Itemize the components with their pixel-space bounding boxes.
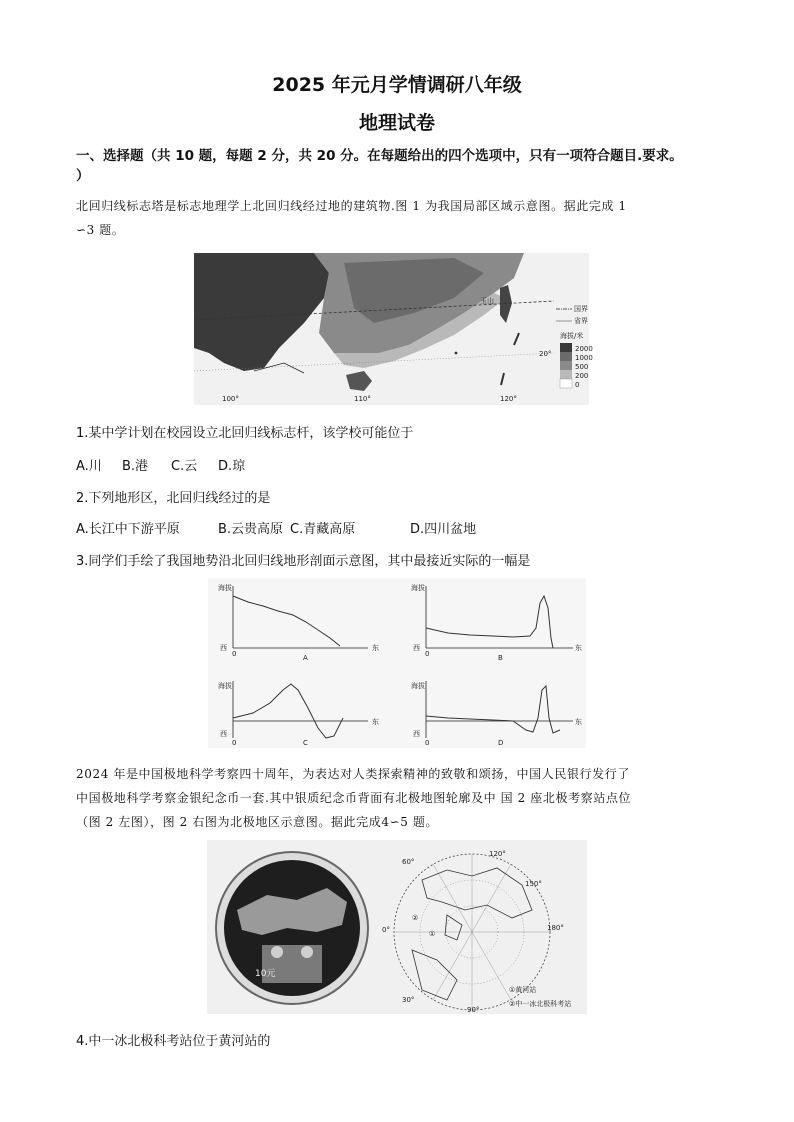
- panel-b-origin: 0: [425, 650, 430, 658]
- panel-b-y-label: 海拔: [411, 584, 425, 592]
- panel-b-west: 西: [413, 644, 420, 652]
- figure-2-svg: [207, 840, 587, 1014]
- question-2-stem: 2.下列地形区，北回归线经过的是: [76, 491, 271, 506]
- arctic-lon-150: 150°: [525, 880, 542, 888]
- exam-subtitle: 地理试卷: [358, 112, 435, 134]
- q1-option-c: C.云: [171, 459, 198, 474]
- arctic-lon-180: 180°: [547, 924, 564, 932]
- arctic-lon-30: 30°: [402, 996, 415, 1004]
- legend-value-1000: 1000: [575, 354, 593, 362]
- exam-title: 2025 年元月学情调研八年级: [272, 74, 522, 96]
- panel-a-origin: 0: [232, 650, 237, 658]
- q1-option-a: A.川: [76, 459, 102, 474]
- profile-panel-d: [411, 681, 582, 747]
- arctic-legend-1: ①黄河站: [509, 986, 537, 994]
- passage-1-line-1: 北回归线标志塔是标志地理学上北回归线经过地的建筑物.图 1 为我国局部区域示意图。据此完成 1: [76, 199, 627, 213]
- passage-2: [76, 762, 726, 834]
- panel-c-y-label: 海拔: [218, 682, 232, 690]
- profiles-svg: [208, 578, 586, 748]
- panel-c-west: 西: [220, 730, 227, 738]
- arctic-marker-1: ①: [429, 930, 436, 938]
- legend-value-0: 0: [575, 381, 580, 389]
- panel-d-east: 东: [575, 718, 582, 726]
- panel-a-east: 东: [372, 644, 379, 652]
- panel-c-east: 东: [372, 718, 379, 726]
- passage-2-line-2: 中国极地科学考察金银纪念币一套.其中银质纪念币背面有北极地图轮廓及中 国 2 座北极考察站点位: [76, 791, 632, 805]
- legend-national-border: 国界: [574, 305, 588, 313]
- panel-a-west: 西: [220, 644, 227, 652]
- map-lat-20: 20°: [539, 350, 552, 358]
- arctic-lon-90: 90°: [467, 1006, 480, 1014]
- panel-d-west: 西: [413, 730, 420, 738]
- panel-d-y-label: 海拔: [411, 682, 425, 690]
- section-heading-end: ）: [76, 168, 90, 184]
- legend-elevation-title: 海拔/米: [560, 332, 584, 340]
- q2-option-b: B.云贵高原: [218, 522, 284, 537]
- coin-value: 10元: [255, 969, 276, 979]
- section-heading: [76, 146, 726, 186]
- q2-option-c: C.青藏高原: [290, 522, 356, 537]
- panel-d-label: D: [498, 739, 504, 747]
- arctic-marker-2: ②: [412, 914, 419, 922]
- section-heading-text: 一、选择题（共 10 题，每题 2 分，共 20 分。在每题给出的四个选项中，只有一项符合题目.要求。: [76, 148, 683, 164]
- legend-value-200: 200: [575, 372, 589, 380]
- arctic-lon-60: 60°: [402, 858, 415, 866]
- q2-option-d: D.四川盆地: [410, 522, 477, 537]
- arctic-map: [382, 850, 571, 1014]
- q1-option-d: D.琼: [218, 459, 246, 474]
- legend-value-500: 500: [575, 363, 589, 371]
- profile-panel-c: [218, 681, 379, 747]
- passage-2-line-1: 2024 年是中国极地科学考察四十周年，为表达对人类探索精神的致敬和颂扬，中国人民银行发行了: [76, 767, 630, 781]
- arctic-lon-120: 120°: [489, 850, 506, 858]
- panel-a-label: A: [303, 654, 308, 662]
- q1-option-b: B.港: [122, 459, 149, 474]
- question-3-stem: 3.同学们手绘了我国地势沿北回归线地形剖面示意图，其中最接近实际的一幅是: [76, 554, 531, 569]
- question-1-stem: 1.某中学计划在校园设立北回归线标志杆，该学校可能位于: [76, 426, 414, 441]
- passage-1: [76, 194, 726, 242]
- commemorative-coin: [216, 852, 368, 1004]
- panel-d-origin: 0: [425, 739, 430, 747]
- profile-panel-b: [411, 583, 582, 662]
- figure-2: [207, 840, 587, 1014]
- legend-provincial-border: 省界: [574, 317, 588, 325]
- map-lon-120: 120°: [500, 395, 517, 403]
- profile-panel-a: [218, 583, 379, 662]
- map-lon-100: 100°: [222, 395, 239, 403]
- arctic-lon-0: 0°: [382, 926, 390, 934]
- figure-profiles: [208, 578, 586, 748]
- passage-2-line-3: （图 2 左图），图 2 右图为北极地区示意图。据此完成4∽5 题。: [76, 815, 439, 829]
- panel-c-label: C: [303, 739, 308, 747]
- map-lon-110: 110°: [354, 395, 371, 403]
- panel-b-label: B: [498, 654, 503, 662]
- arctic-legend-2: ②中一冰北极科考站: [509, 1000, 572, 1008]
- panel-b-east: 东: [575, 644, 582, 652]
- legend-value-2000: 2000: [575, 345, 593, 353]
- map-svg: [194, 253, 593, 405]
- figure-1-map: [194, 253, 593, 405]
- q2-option-a: A.长江中下游平原: [76, 522, 180, 537]
- panel-c-origin: 0: [232, 739, 237, 747]
- passage-1-line-2: ∽3 题。: [76, 223, 125, 237]
- panel-a-y-label: 海拔: [218, 584, 232, 592]
- question-4-stem: 4.中一冰北极科考站位于黄河站的: [76, 1034, 271, 1049]
- map-label-yushan: 玉山: [480, 297, 494, 305]
